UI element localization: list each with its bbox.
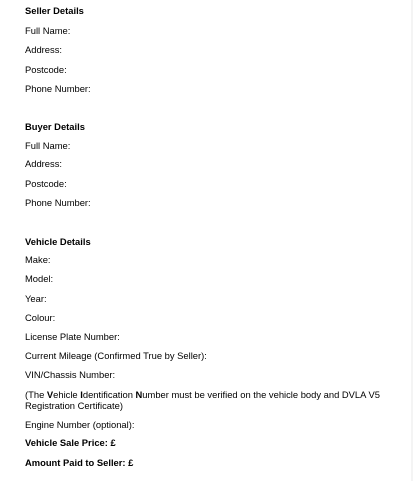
vehicle-make-label: Make: <box>25 254 51 265</box>
engine-number-label: Engine Number (optional): <box>25 419 135 430</box>
vin-note-part-4: umber must be verified on the vehicle body and DVLA V5 Registration Certificate) <box>25 389 380 411</box>
vin-note-part-3: dentification <box>82 389 136 400</box>
buyer-details-heading: Buyer Details <box>25 121 85 132</box>
vehicle-colour-label: Colour: <box>25 312 56 323</box>
buyer-full-name-label: Full Name: <box>25 140 71 151</box>
vin-note-part-1: (The <box>25 389 47 400</box>
seller-phone-label: Phone Number: <box>25 83 91 94</box>
buyer-postcode-label: Postcode: <box>25 178 67 189</box>
buyer-phone-label: Phone Number: <box>25 197 91 208</box>
seller-full-name-label: Full Name: <box>25 25 71 36</box>
vin-note-bold-i: I <box>80 389 83 400</box>
vin-note-part-2: ehicle <box>53 389 81 400</box>
vehicle-sale-price-label: Vehicle Sale Price: £ <box>25 437 116 448</box>
buyer-address-label: Address: <box>25 158 62 169</box>
vehicle-details-heading: Vehicle Details <box>25 236 91 247</box>
vehicle-vin-label: VIN/Chassis Number: <box>25 369 116 380</box>
vin-note-bold-n: N <box>135 389 143 400</box>
vehicle-year-label: Year: <box>25 293 47 304</box>
vehicle-mileage-label: Current Mileage (Confirmed True by Seller): <box>25 350 207 361</box>
seller-postcode-label: Postcode: <box>25 64 67 75</box>
vehicle-model-label: Model: <box>25 273 54 284</box>
vehicle-license-plate-label: License Plate Number: <box>25 331 120 342</box>
vin-note-bold-v: V <box>46 389 54 400</box>
vin-verification-note <box>25 389 400 411</box>
seller-details-heading: Seller Details <box>25 5 84 16</box>
seller-address-label: Address: <box>25 44 62 55</box>
amount-paid-label: Amount Paid to Seller: £ <box>25 457 134 468</box>
